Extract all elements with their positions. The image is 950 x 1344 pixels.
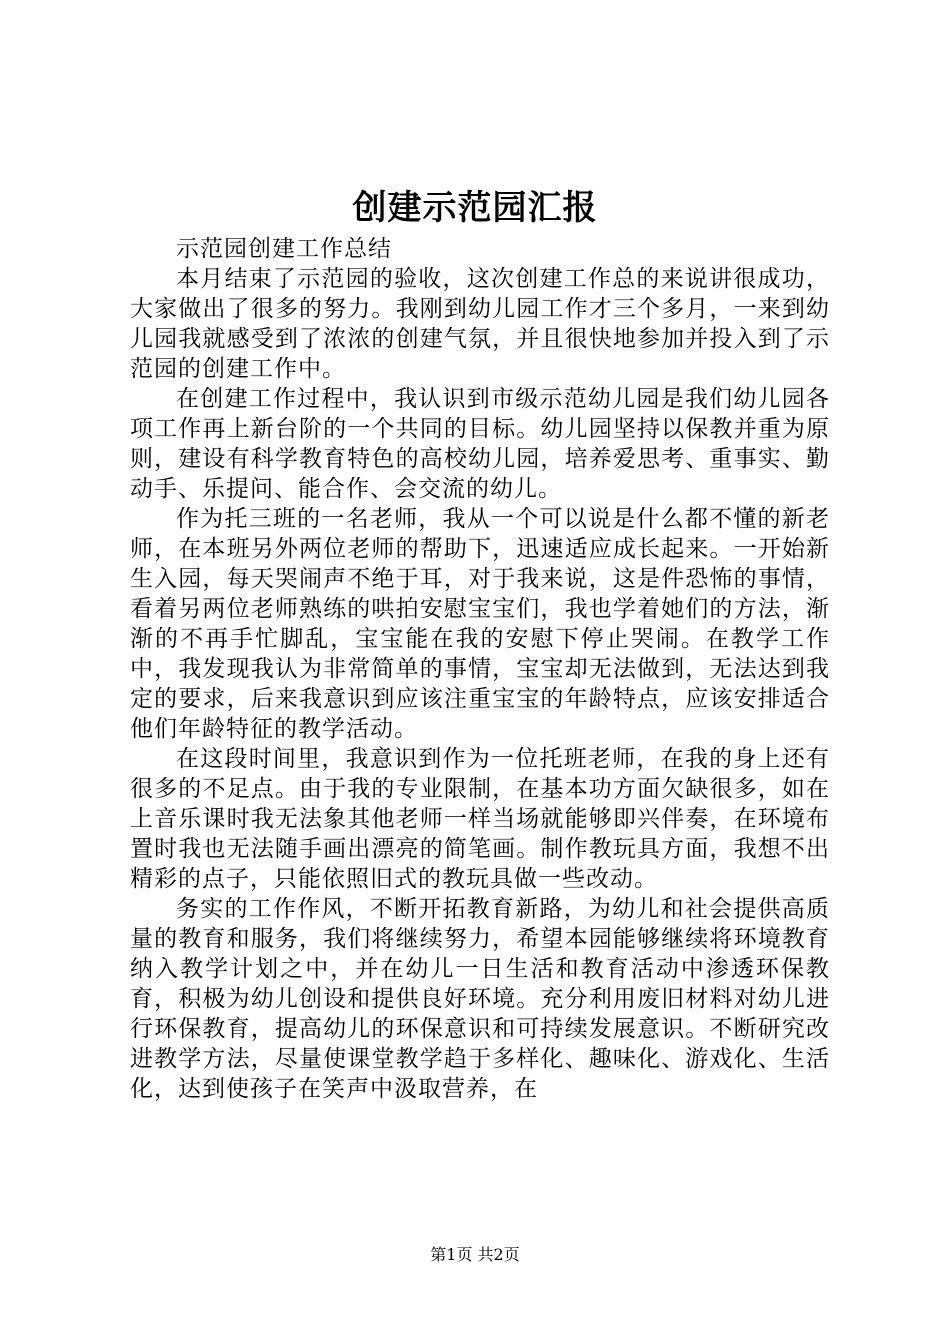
paragraph: 本月结束了示范园的验收，这次创建工作总的来说讲很成功，大家做出了很多的努力。我刚到幼儿园工作才三个多月，一来到幼儿园我就感受到了浓浓的创建气氛，并且很快地参加并投入到了示范园的创建工作中。 — [130, 266, 830, 382]
paragraph: 务实的工作作风，不断开拓教育新路，为幼儿和社会提供高质量的教育和服务，我们将继续努力，希望本园能够继续将环境教育纳入教学计划之中，并在幼儿一日生活和教育活动中渗透环保教育，积极为幼儿创设和提供良好环境。充分利用废旧材料对幼儿进行环保教育，提高幼儿的环保意识和可持续发展意识。不断研究改进教学方法，尽量使课堂教学趋于多样化、趣味化、游戏化、生活化，达到使孩子在笑声中汲取营养，在 — [130, 896, 830, 1102]
paragraph: 作为托三班的一名老师，我从一个可以说是什么都不懂的新老师，在本班另外两位老师的帮助下，迅速适应成长起来。一开始新生入园，每天哭闹声不绝于耳，对于我来说，这是件恐怖的事情，看着另两位老师熟练的哄拍安慰宝宝们，我也学着她们的方法，渐渐的不再手忙脚乱，宝宝能在我的安慰下停止哭闹。在教学工作中，我发现我认为非常简单的事情，宝宝却无法做到，无法达到我定的要求，后来我意识到应该注重宝宝的年龄特点，应该安排适合他们年龄特征的教学活动。 — [130, 506, 830, 742]
document-body — [130, 234, 830, 1104]
paragraph: 在创建工作过程中，我认识到市级示范幼儿园是我们幼儿园各项工作再上新台阶的一个共同的目标。幼儿园坚持以保教并重为原则，建设有科学教育特色的高校幼儿园，培养爱思考、重事实、勤动手、乐提问、能合作、会交流的幼儿。 — [130, 386, 830, 502]
document-title: 创建示范园汇报 — [352, 188, 598, 228]
page-number-footer: 第1页 共2页 — [430, 1245, 520, 1264]
paragraph: 在这段时间里，我意识到作为一位托班老师，在我的身上还有很多的不足点。由于我的专业限制，在基本功方面欠缺很多，如在上音乐课时我无法象其他老师一样当场就能够即兴伴奏，在环境布置时我也无法随手画出漂亮的简笔画。制作教玩具方面，我想不出精彩的点子，只能依照旧式的教玩具做一些改动。 — [130, 746, 830, 892]
paragraph-subtitle: 示范园创建工作总结 — [176, 236, 392, 262]
